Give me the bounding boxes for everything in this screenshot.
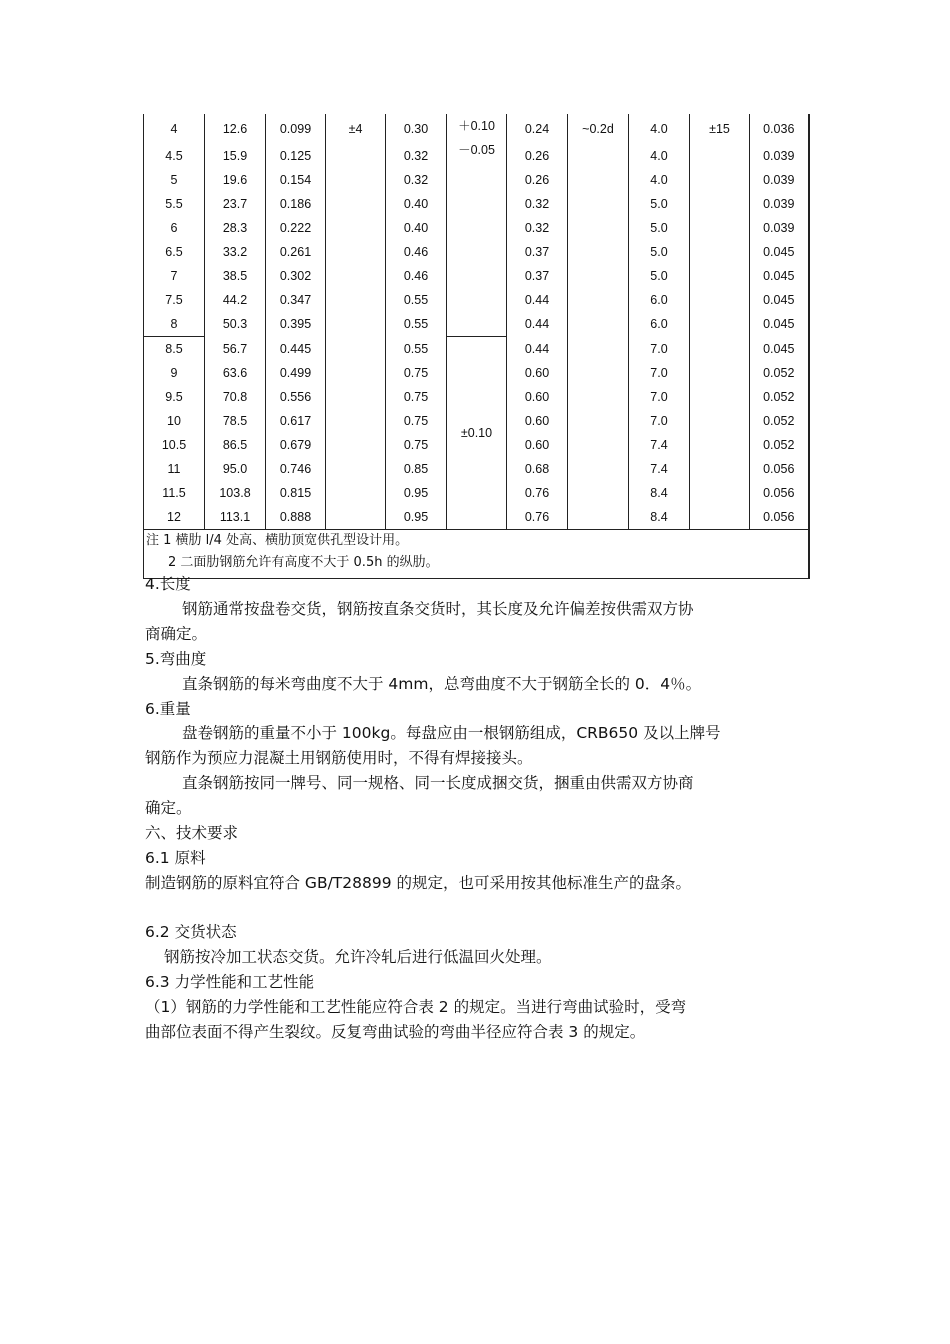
rib-height-cell: 0.75: [386, 385, 447, 409]
relative-rib-area-cell: 0.039: [750, 216, 809, 240]
rib-top-width-cell: 0.76: [507, 505, 568, 530]
section-6-1-paragraph: 制造钢筋的原料宜符合 GB/T28899 的规定，也可采用按其他标准生产的盘条。: [145, 874, 691, 892]
rib-spacing-cell: 8.4: [629, 481, 690, 505]
relative-rib-area-cell: 0.052: [750, 433, 809, 457]
theoretical-mass-cell: 0.186: [266, 192, 326, 216]
cross-section-area-cell: 63.6: [205, 361, 266, 385]
rib-top-width-cell: 0.76: [507, 481, 568, 505]
relative-rib-area-cell: 0.052: [750, 361, 809, 385]
rib-spacing-cell: 7.4: [629, 433, 690, 457]
rib-spacing-cell: 7.4: [629, 457, 690, 481]
section-6-paragraph-1-cont: 钢筋作为预应力混凝土用钢筋使用时，不得有焊接接头。: [145, 749, 533, 767]
cross-section-area-cell: 86.5: [205, 433, 266, 457]
cross-section-area-cell: 56.7: [205, 337, 266, 362]
rib-spacing-cell: 7.0: [629, 409, 690, 433]
theoretical-mass-cell: 0.746: [266, 457, 326, 481]
relative-rib-area-cell: 0.039: [750, 168, 809, 192]
section-6-3-title: 6.3 力学性能和工艺性能: [145, 973, 315, 991]
relative-rib-area-cell: 0.056: [750, 505, 809, 530]
relative-rib-area-cell: 0.039: [750, 192, 809, 216]
rib-top-width-cell: 0.37: [507, 240, 568, 264]
rib-top-width-cell: 0.44: [507, 288, 568, 312]
rib-height-cell: 0.30: [386, 114, 447, 144]
cross-section-area-cell: 33.2: [205, 240, 266, 264]
rib-top-width-cell: 0.60: [507, 433, 568, 457]
theoretical-mass-cell: 0.617: [266, 409, 326, 433]
cross-section-area-cell: 95.0: [205, 457, 266, 481]
rib-top-width-cell: 0.60: [507, 385, 568, 409]
cross-section-area-cell: 28.3: [205, 216, 266, 240]
rib-top-width-cell: 0.26: [507, 168, 568, 192]
mass-tolerance-cell: ±4: [326, 114, 386, 530]
rib-spacing-cell: 7.0: [629, 337, 690, 362]
rib-top-width-cell: 0.44: [507, 337, 568, 362]
section-6-3-paragraph-cont: 曲部位表面不得产生裂纹。反复弯曲试验的弯曲半径应符合表 3 的规定。: [145, 1023, 646, 1041]
relative-rib-area-cell: 0.056: [750, 481, 809, 505]
nominal-diameter-cell: 9: [144, 361, 205, 385]
theoretical-mass-cell: 0.556: [266, 385, 326, 409]
rib-spacing-cell: 4.0: [629, 168, 690, 192]
section-6-2-title: 6.2 交货状态: [145, 923, 237, 941]
table-row: [144, 114, 809, 144]
nominal-diameter-cell: 11.5: [144, 481, 205, 505]
section-5-title: 5.弯曲度: [145, 650, 207, 668]
nominal-diameter-cell: 4.5: [144, 144, 205, 168]
cross-section-area-cell: 19.6: [205, 168, 266, 192]
chapter-6-title: 六、技术要求: [145, 824, 239, 842]
rib-height-tolerance-cell: [447, 114, 507, 337]
section-6-3-paragraph: （1）钢筋的力学性能和工艺性能应符合表 2 的规定。当进行弯曲试验时，受弯: [145, 998, 687, 1016]
theoretical-mass-cell: 0.302: [266, 264, 326, 288]
relative-rib-area-cell: 0.056: [750, 457, 809, 481]
relative-rib-area-cell: 0.052: [750, 409, 809, 433]
cross-section-area-cell: 12.6: [205, 114, 266, 144]
cross-section-area-cell: 23.7: [205, 192, 266, 216]
cross-section-area-cell: 113.1: [205, 505, 266, 530]
rib-height-cell: 0.55: [386, 337, 447, 362]
rib-spacing-cell: 5.0: [629, 216, 690, 240]
rib-height-tolerance-lower: －0.05: [458, 143, 495, 157]
section-6-paragraph-2: 直条钢筋按同一牌号、同一规格、同一长度成捆交货，捆重由供需双方协商: [182, 774, 694, 792]
table-body: [144, 114, 809, 579]
nominal-diameter-cell: 12: [144, 505, 205, 530]
theoretical-mass-cell: 0.154: [266, 168, 326, 192]
rib-height-cell: 0.55: [386, 288, 447, 312]
rib-height-cell: 0.46: [386, 264, 447, 288]
relative-rib-area-cell: 0.045: [750, 312, 809, 337]
nominal-diameter-cell: 5: [144, 168, 205, 192]
rib-height-cell: 0.32: [386, 168, 447, 192]
nominal-diameter-cell: 7.5: [144, 288, 205, 312]
rib-spacing-tolerance-cell: ±15: [690, 114, 750, 530]
table-note-2: 2 二面肋钢筋允许有高度不大于 0.5h 的纵肋。: [168, 555, 439, 570]
rib-height-cell: 0.75: [386, 433, 447, 457]
theoretical-mass-cell: 0.445: [266, 337, 326, 362]
nominal-diameter-cell: 7: [144, 264, 205, 288]
cross-section-area-cell: 44.2: [205, 288, 266, 312]
theoretical-mass-cell: 0.347: [266, 288, 326, 312]
nominal-diameter-cell: 9.5: [144, 385, 205, 409]
section-6-paragraph-2-cont: 确定。: [145, 799, 192, 817]
nominal-diameter-cell: 5.5: [144, 192, 205, 216]
theoretical-mass-cell: 0.222: [266, 216, 326, 240]
rib-spacing-cell: 5.0: [629, 240, 690, 264]
rib-spacing-cell: 6.0: [629, 312, 690, 337]
rib-top-width-cell: 0.37: [507, 264, 568, 288]
relative-rib-area-cell: 0.036: [750, 114, 809, 144]
dimension-table: [143, 114, 810, 579]
section-4-paragraph: 钢筋通常按盘卷交货，钢筋按直条交货时，其长度及允许偏差按供需双方协: [182, 600, 694, 618]
theoretical-mass-cell: 0.679: [266, 433, 326, 457]
rib-top-width-cell: 0.60: [507, 361, 568, 385]
rib-top-width-cell: 0.32: [507, 216, 568, 240]
rib-top-width-cell: 0.60: [507, 409, 568, 433]
rib-height-cell: 0.75: [386, 409, 447, 433]
relative-rib-area-cell: 0.045: [750, 264, 809, 288]
nominal-diameter-cell: 11: [144, 457, 205, 481]
section-4-title: 4.长度: [145, 575, 191, 593]
section-6-paragraph-1: 盘卷钢筋的重量不小于 100kg。每盘应由一根钢筋组成，CRB650 及以上牌号: [182, 724, 721, 742]
rib-spacing-cell: 7.0: [629, 361, 690, 385]
cross-section-area-cell: 50.3: [205, 312, 266, 337]
cross-section-area-cell: 38.5: [205, 264, 266, 288]
rib-spacing-cell: 8.4: [629, 505, 690, 530]
rib-height-cell: 0.85: [386, 457, 447, 481]
cross-section-area-cell: 78.5: [205, 409, 266, 433]
rib-height-tolerance-cell: ±0.10: [447, 337, 507, 530]
rib-height-cell: 0.55: [386, 312, 447, 337]
rib-spacing-cell: 7.0: [629, 385, 690, 409]
nominal-diameter-cell: 6: [144, 216, 205, 240]
relative-rib-area-cell: 0.045: [750, 337, 809, 362]
section-6-title: 6.重量: [145, 700, 191, 718]
nominal-diameter-cell: 8.5: [144, 337, 205, 362]
nominal-diameter-cell: 6.5: [144, 240, 205, 264]
rib-spacing-cell: 4.0: [629, 114, 690, 144]
rib-height-cell: 0.40: [386, 192, 447, 216]
nominal-diameter-cell: 10: [144, 409, 205, 433]
rib-top-width-cell: 0.68: [507, 457, 568, 481]
theoretical-mass-cell: 0.099: [266, 114, 326, 144]
rib-height-cell: 0.40: [386, 216, 447, 240]
rib-spacing-cell: 4.0: [629, 144, 690, 168]
rib-spacing-cell: 5.0: [629, 192, 690, 216]
section-6-2-paragraph: 钢筋按冷加工状态交货。允许冷轧后进行低温回火处理。: [164, 948, 552, 966]
rib-height-cell: 0.75: [386, 361, 447, 385]
rib-height-tolerance-upper: ＋0.10: [458, 119, 495, 133]
rib-top-width-cell: 0.32: [507, 192, 568, 216]
cross-section-area-cell: 103.8: [205, 481, 266, 505]
theoretical-mass-cell: 0.815: [266, 481, 326, 505]
rib-top-width-cell: 0.26: [507, 144, 568, 168]
cross-section-area-cell: 15.9: [205, 144, 266, 168]
nominal-diameter-cell: 4: [144, 114, 205, 144]
rib-height-cell: 0.46: [386, 240, 447, 264]
rib-height-cell: 0.95: [386, 481, 447, 505]
rib-top-width-cell: 0.24: [507, 114, 568, 144]
theoretical-mass-cell: 0.499: [266, 361, 326, 385]
rib-gap-cell: ~0.2d: [568, 114, 629, 530]
cross-section-area-cell: 70.8: [205, 385, 266, 409]
relative-rib-area-cell: 0.052: [750, 385, 809, 409]
theoretical-mass-cell: 0.261: [266, 240, 326, 264]
table-note-1: 注 1 横肋 l/4 处高、横肋顶宽供孔型设计用。: [146, 533, 409, 548]
relative-rib-area-cell: 0.045: [750, 240, 809, 264]
rib-height-cell: 0.32: [386, 144, 447, 168]
section-4-paragraph-cont: 商确定。: [145, 625, 208, 643]
rib-spacing-cell: 6.0: [629, 288, 690, 312]
relative-rib-area-cell: 0.039: [750, 144, 809, 168]
rib-spacing-cell: 5.0: [629, 264, 690, 288]
theoretical-mass-cell: 0.125: [266, 144, 326, 168]
relative-rib-area-cell: 0.045: [750, 288, 809, 312]
theoretical-mass-cell: 0.888: [266, 505, 326, 530]
nominal-diameter-cell: 8: [144, 312, 205, 337]
rib-height-cell: 0.95: [386, 505, 447, 530]
section-6-1-title: 6.1 原料: [145, 849, 206, 867]
rib-top-width-cell: 0.44: [507, 312, 568, 337]
theoretical-mass-cell: 0.395: [266, 312, 326, 337]
nominal-diameter-cell: 10.5: [144, 433, 205, 457]
section-5-paragraph: 直条钢筋的每米弯曲度不大于 4mm，总弯曲度不大于钢筋全长的 0．4％。: [182, 675, 702, 693]
